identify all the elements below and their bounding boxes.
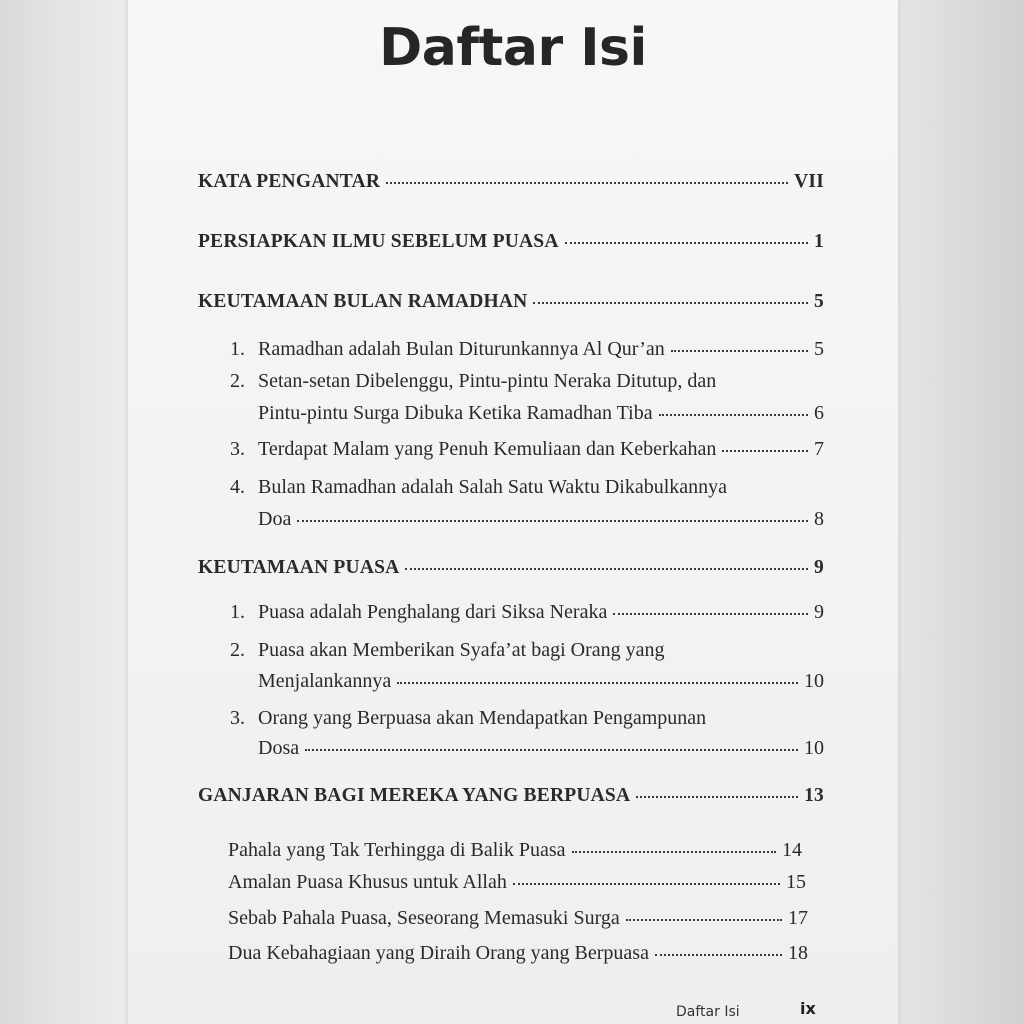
toc-entry-ganjaran xyxy=(198,785,824,807)
toc-item xyxy=(258,670,824,693)
toc-item-text: Ramadhan adalah Bulan Diturunkannya Al Qur’an xyxy=(258,338,665,360)
toc-item xyxy=(228,907,808,930)
dot-leader xyxy=(626,919,782,921)
toc-page-number: VII xyxy=(794,171,824,192)
toc-item-text: Doa xyxy=(258,508,292,530)
toc-item-text-line1: Bulan Ramadhan adalah Salah Satu Waktu Dikabulkannya xyxy=(258,476,728,498)
dot-leader xyxy=(305,749,798,751)
toc-item xyxy=(228,871,806,894)
toc-heading: GANJARAN BAGI MEREKA YANG BERPUASA xyxy=(198,785,631,806)
toc-heading: KEUTAMAAN BULAN RAMADHAN xyxy=(198,291,528,312)
dot-leader xyxy=(386,182,788,184)
toc-item-text: Sebab Pahala Puasa, Seseorang Memasuki Surga xyxy=(228,907,620,929)
toc-item-text: Menjalankannya xyxy=(258,670,392,692)
toc-item-text-line1: Orang yang Berpuasa akan Mendapatkan Pengampunan xyxy=(258,707,707,729)
dot-leader xyxy=(405,568,808,570)
toc-page-number: 1 xyxy=(814,231,824,252)
toc-page-number: 5 xyxy=(814,338,824,360)
toc-item xyxy=(228,839,802,862)
dot-leader xyxy=(671,350,808,352)
toc-item-text: Puasa adalah Penghalang dari Siksa Neraka xyxy=(258,601,608,623)
dot-leader xyxy=(565,242,808,244)
folio-page-number: ix xyxy=(800,999,816,1018)
toc-item-number: 2. xyxy=(230,639,245,661)
toc-item xyxy=(258,338,824,361)
toc-page-number: 10 xyxy=(804,737,824,759)
toc-item-text: Amalan Puasa Khusus untuk Allah xyxy=(228,871,507,893)
toc-item xyxy=(258,438,824,461)
toc-item-text: Terdapat Malam yang Penuh Kemuliaan dan Keberkahan xyxy=(258,438,717,460)
dot-leader xyxy=(572,851,777,853)
dot-leader xyxy=(513,883,780,885)
running-footer-label: Daftar Isi xyxy=(676,1004,740,1020)
toc-item-text: Dua Kebahagiaan yang Diraih Orang yang Berpuasa xyxy=(228,942,649,964)
toc-page-number: 15 xyxy=(786,871,806,893)
dot-leader xyxy=(297,520,808,522)
toc-page-number: 17 xyxy=(788,907,808,929)
toc-item-number: 1. xyxy=(230,601,245,623)
toc-page-number: 13 xyxy=(804,785,824,806)
toc-heading: KEUTAMAAN PUASA xyxy=(198,557,400,578)
toc-item-text: Dosa xyxy=(258,737,300,759)
toc-page-number: 9 xyxy=(814,601,824,623)
toc-entry-keutamaan-bulan xyxy=(198,291,824,313)
toc-item-text-line1: Puasa akan Memberikan Syafa’at bagi Orang yang xyxy=(258,639,665,661)
toc-page-number: 14 xyxy=(782,839,802,861)
toc-item-number: 2. xyxy=(230,370,245,392)
toc-item-number: 3. xyxy=(230,707,245,729)
toc-entry-kata-pengantar xyxy=(198,171,824,193)
book-page xyxy=(128,0,898,1024)
toc-page-number: 18 xyxy=(788,942,808,964)
dot-leader xyxy=(397,682,798,684)
toc-item-text: Pahala yang Tak Terhingga di Balik Puasa xyxy=(228,839,566,861)
dot-leader xyxy=(613,613,808,615)
dot-leader xyxy=(533,302,808,304)
page-title: Daftar Isi xyxy=(379,18,647,78)
toc-heading: PERSIAPKAN ILMU SEBELUM PUASA xyxy=(198,231,559,252)
toc-item-text: Pintu-pintu Surga Dibuka Ketika Ramadhan Tiba xyxy=(258,402,653,424)
toc-item xyxy=(258,402,824,425)
toc-page-number: 10 xyxy=(804,670,824,692)
toc-page-number: 8 xyxy=(814,508,824,530)
toc-page-number: 9 xyxy=(814,557,824,578)
toc-entry-keutamaan-puasa xyxy=(198,557,824,579)
dot-leader xyxy=(636,796,798,798)
toc-item xyxy=(228,942,808,965)
toc-heading: KATA PENGANTAR xyxy=(198,171,381,192)
dot-leader xyxy=(659,414,808,416)
toc-item-number: 3. xyxy=(230,438,245,460)
toc-page-number: 7 xyxy=(814,438,824,460)
toc-item-text-line1: Setan-setan Dibelenggu, Pintu-pintu Neraka Ditutup, dan xyxy=(258,370,717,392)
toc-item xyxy=(258,737,824,760)
toc-item-number: 1. xyxy=(230,338,245,360)
toc-entry-persiapkan xyxy=(198,231,824,253)
toc-page-number: 6 xyxy=(814,402,824,424)
toc-page-number: 5 xyxy=(814,291,824,312)
toc-item-number: 4. xyxy=(230,476,245,498)
dot-leader xyxy=(655,954,782,956)
toc-item xyxy=(258,508,824,531)
toc-item xyxy=(258,601,824,624)
dot-leader xyxy=(722,450,808,452)
